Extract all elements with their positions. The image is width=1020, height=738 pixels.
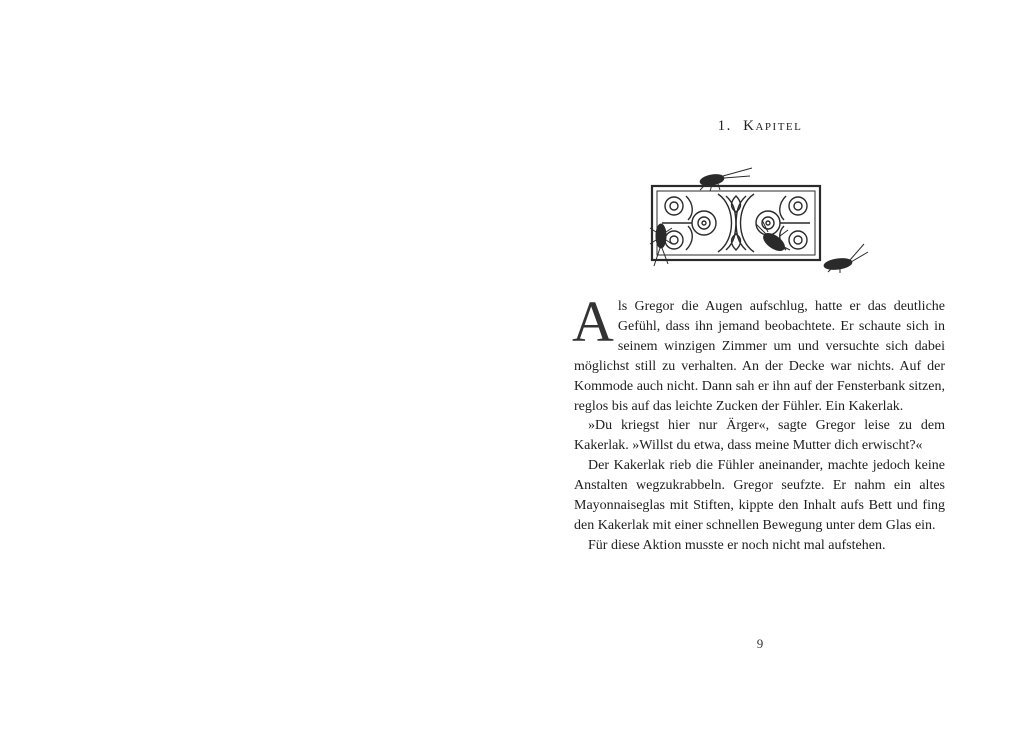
paragraph-3: Der Kakerlak rieb die Fühler aneinander, machte jedoch keine Anstalten wegzukrabbeln. Gregor seufzte. Er nahm ein altes Mayonnaiseglas mit Stiften, kippte den Inhalt aufs Bett und fing den Kakerlak mit einer schnellen Bewegung unter dem Glas ein. [574,458,945,533]
page-number: 9 [756,636,764,651]
paragraph-2: »Du kriegst hier nur Ärger«, sagte Gregor leise zu dem Kakerlak. »Willst du etwa, dass meine Mutter dich erwischt?« [574,418,945,454]
chapter-body-text [572,289,945,556]
paragraph-4: Für diese Aktion musste er noch nicht mal aufstehen. [588,537,886,553]
chapter-title: Kapitel [743,118,803,134]
chapter-heading [575,118,945,135]
paragraph-1 [572,289,945,416]
paragraph-1-text: ls Gregor die Augen aufschlug, hatte er das deutliche Gefühl, dass ihn jemand beobachtete. Er schaute sich in seinem winzigen Zimmer um und versuchte sich dabei möglichst still zu verhalten. An der Decke war nichts. Auf der Kommode auch nicht. Dann sah er ihn auf der Fensterbank sitzen, reglos bis auf das leichte Zucken der Fühler. Ein Kakerlak. [574,299,945,414]
drop-cap: A [572,289,614,354]
cockroach-grille-ornament-icon [648,166,870,274]
chapter-number: 1. [717,118,732,134]
